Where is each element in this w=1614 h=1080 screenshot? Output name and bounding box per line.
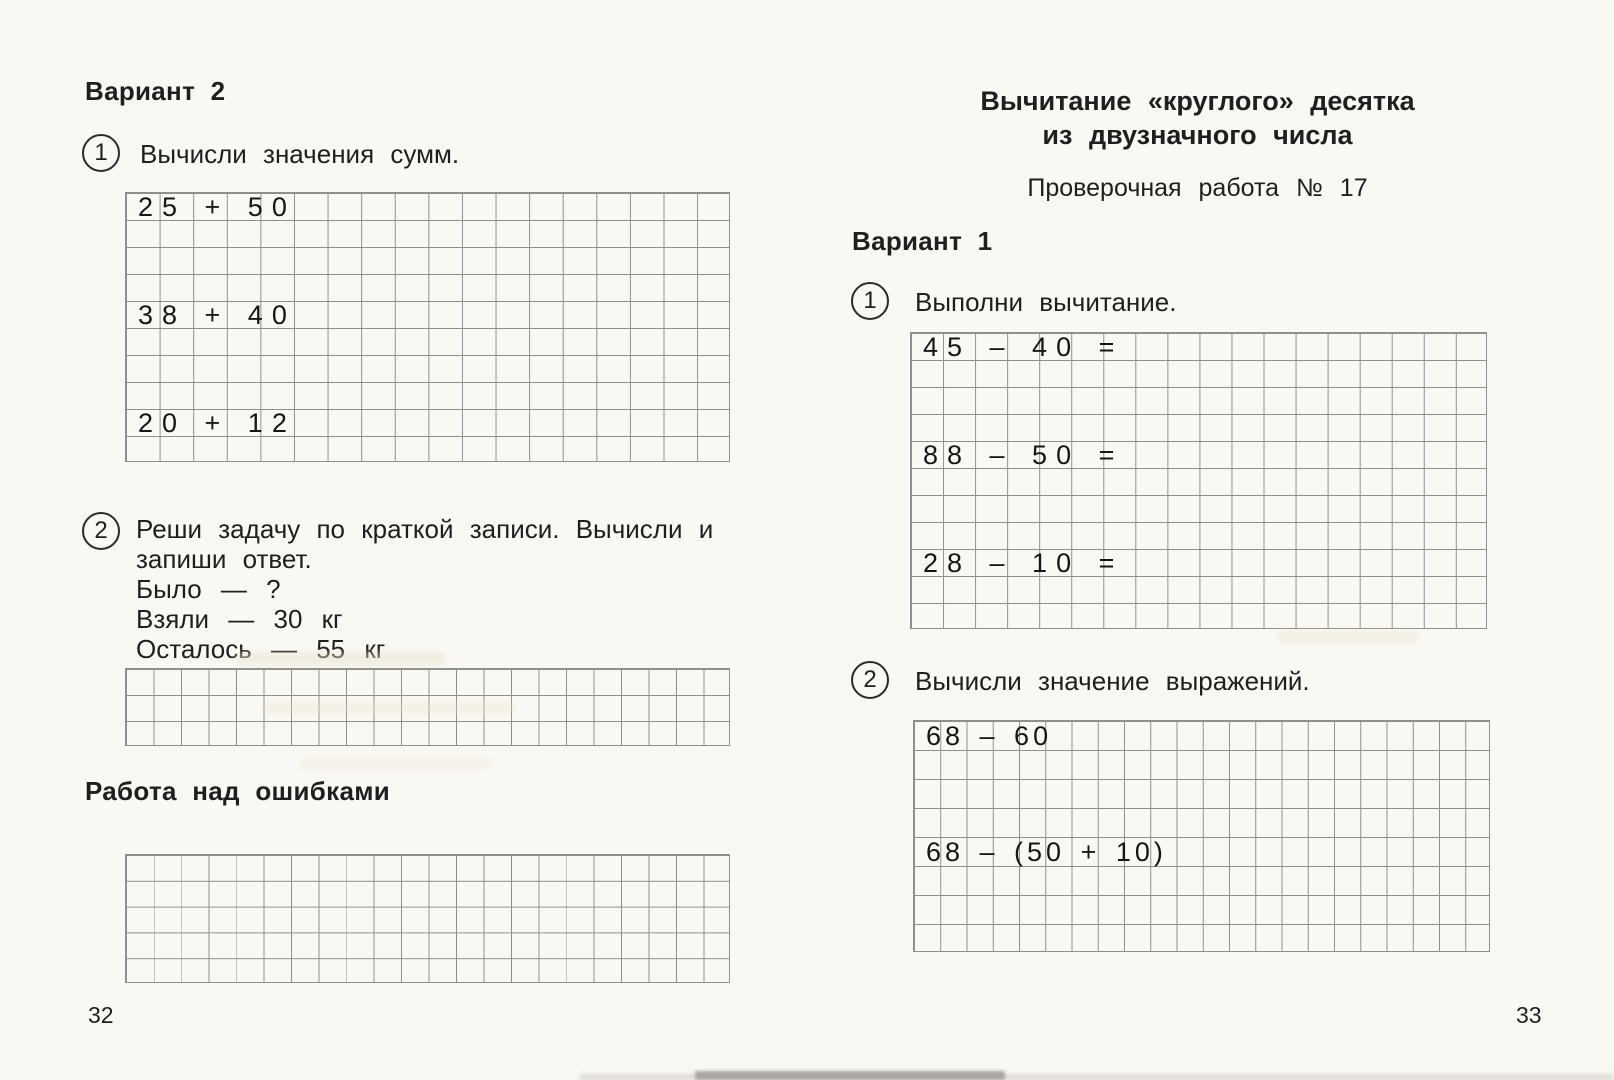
expression-sub-3: 28 – 10 = [923,548,1124,578]
task2-number-badge [851,661,889,699]
expression-sum-1: 25 + 50 [138,192,296,222]
page-title [905,84,1490,152]
errors-heading: Работа над ошибками [85,776,391,806]
expression-sum-2: 38 + 40 [138,300,296,330]
task2-item-2: Взяли — 30 кг [136,604,343,634]
worksheet-grid-answer [125,668,730,746]
page-title-line2: из двузначного числа [1042,120,1353,150]
scan-edge-shadow-bar [695,1071,1005,1080]
variant-heading-left: Вариант 2 [85,76,226,106]
page-left [0,0,790,1080]
worksheet-grid-expressions [913,720,1490,952]
task2-number: 2 [94,517,108,544]
worksheet-grid-errors [125,854,730,983]
task2-line2: запиши ответ. [136,544,312,574]
expression-sub-1: 45 – 40 = [923,332,1124,362]
task1-number-badge [82,134,120,172]
variant-heading-right: Вариант 1 [852,226,993,256]
task1-number: 1 [863,287,877,314]
worksheet-grid-subtraction [910,332,1487,629]
expression-expr-1: 68 – 60 [926,721,1053,751]
task2-number: 2 [863,666,877,693]
expression-sum-3: 20 + 12 [138,408,296,438]
task2-number-badge [82,512,120,550]
test-subtitle: Проверочная работа № 17 [1027,174,1368,202]
task2-item-1: Было — ? [136,574,281,604]
expression-sub-2: 88 – 50 = [923,440,1124,470]
page-right [790,0,1614,1080]
expression-expr-2: 68 – (50 + 10) [926,837,1167,867]
page-title-line1: Вычитание «круглого» десятка [980,86,1415,116]
page-number-left: 32 [88,1002,114,1028]
worksheet-grid-sums [125,192,730,462]
scan-ghost-artifact [300,758,490,769]
task2-text: Вычисли значение выражений. [915,666,1310,696]
scan-ghost-artifact [1278,630,1418,643]
task1-text: Выполни вычитание. [915,287,1177,317]
task1-number: 1 [94,139,108,166]
task2-line1: Реши задачу по краткой записи. Вычисли и [136,514,714,544]
page-number-right: 33 [1516,1002,1542,1028]
task1-number-badge [851,282,889,320]
task1-text: Вычисли значения сумм. [140,139,460,169]
task2-text-block [136,514,713,664]
task2-item-3: Осталось — 55 кг [136,634,386,664]
